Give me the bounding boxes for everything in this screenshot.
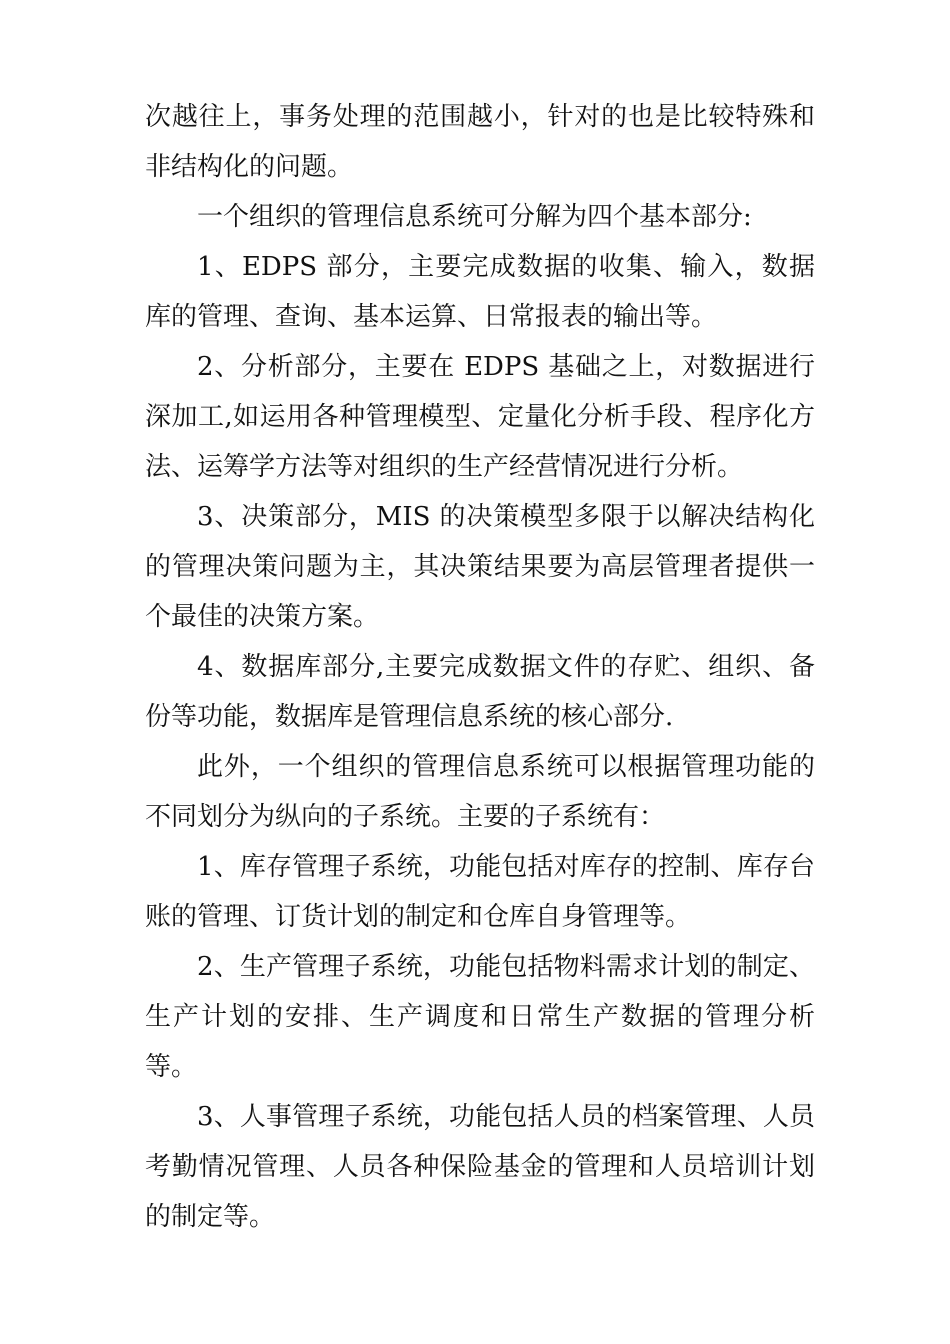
paragraph-intro: 一个组织的管理信息系统可分解为四个基本部分: [197, 202, 752, 232]
paragraph-continuation: 次越往上，事务处理的范围越小，针对的也是比较特殊和非结构化的问题。 [145, 102, 815, 182]
paragraph-analysis: 2、分析部分，主要在 EDPS 基础之上，对数据进行深加工,如运用各种管理模型、定量化分析手段、程序化方法、运筹学方法等对组织的生产经营情况进行分析。 [145, 352, 815, 482]
paragraph-edps: 1、EDPS 部分，主要完成数据的收集、输入，数据库的管理、查询、基本运算、日常报表的输出等。 [145, 252, 815, 332]
paragraph-database: 4、数据库部分,主要完成数据文件的存贮、组织、备份等功能，数据库是管理信息系统的核心部分. [145, 652, 815, 732]
paragraph-personnel: 3、人事管理子系统，功能包括人员的档案管理、人员考勤情况管理、人员各种保险基金的管理和人员培训计划的制定等。 [145, 1102, 815, 1232]
paragraph-subsystems-intro: 此外，一个组织的管理信息系统可以根据管理功能的不同划分为纵向的子系统。主要的子系统有： [145, 752, 815, 832]
paragraph-decision: 3、决策部分，MIS 的决策模型多限于以解决结构化的管理决策问题为主，其决策结果要为高层管理者提供一个最佳的决策方案。 [145, 502, 815, 632]
paragraph-production: 2、生产管理子系统，功能包括物料需求计划的制定、生产计划的安排、生产调度和日常生产数据的管理分析等。 [145, 952, 815, 1082]
body-text [145, 92, 815, 1242]
paragraph-inventory: 1、库存管理子系统，功能包括对库存的控制、库存台账的管理、订货计划的制定和仓库自身管理等。 [145, 852, 815, 932]
